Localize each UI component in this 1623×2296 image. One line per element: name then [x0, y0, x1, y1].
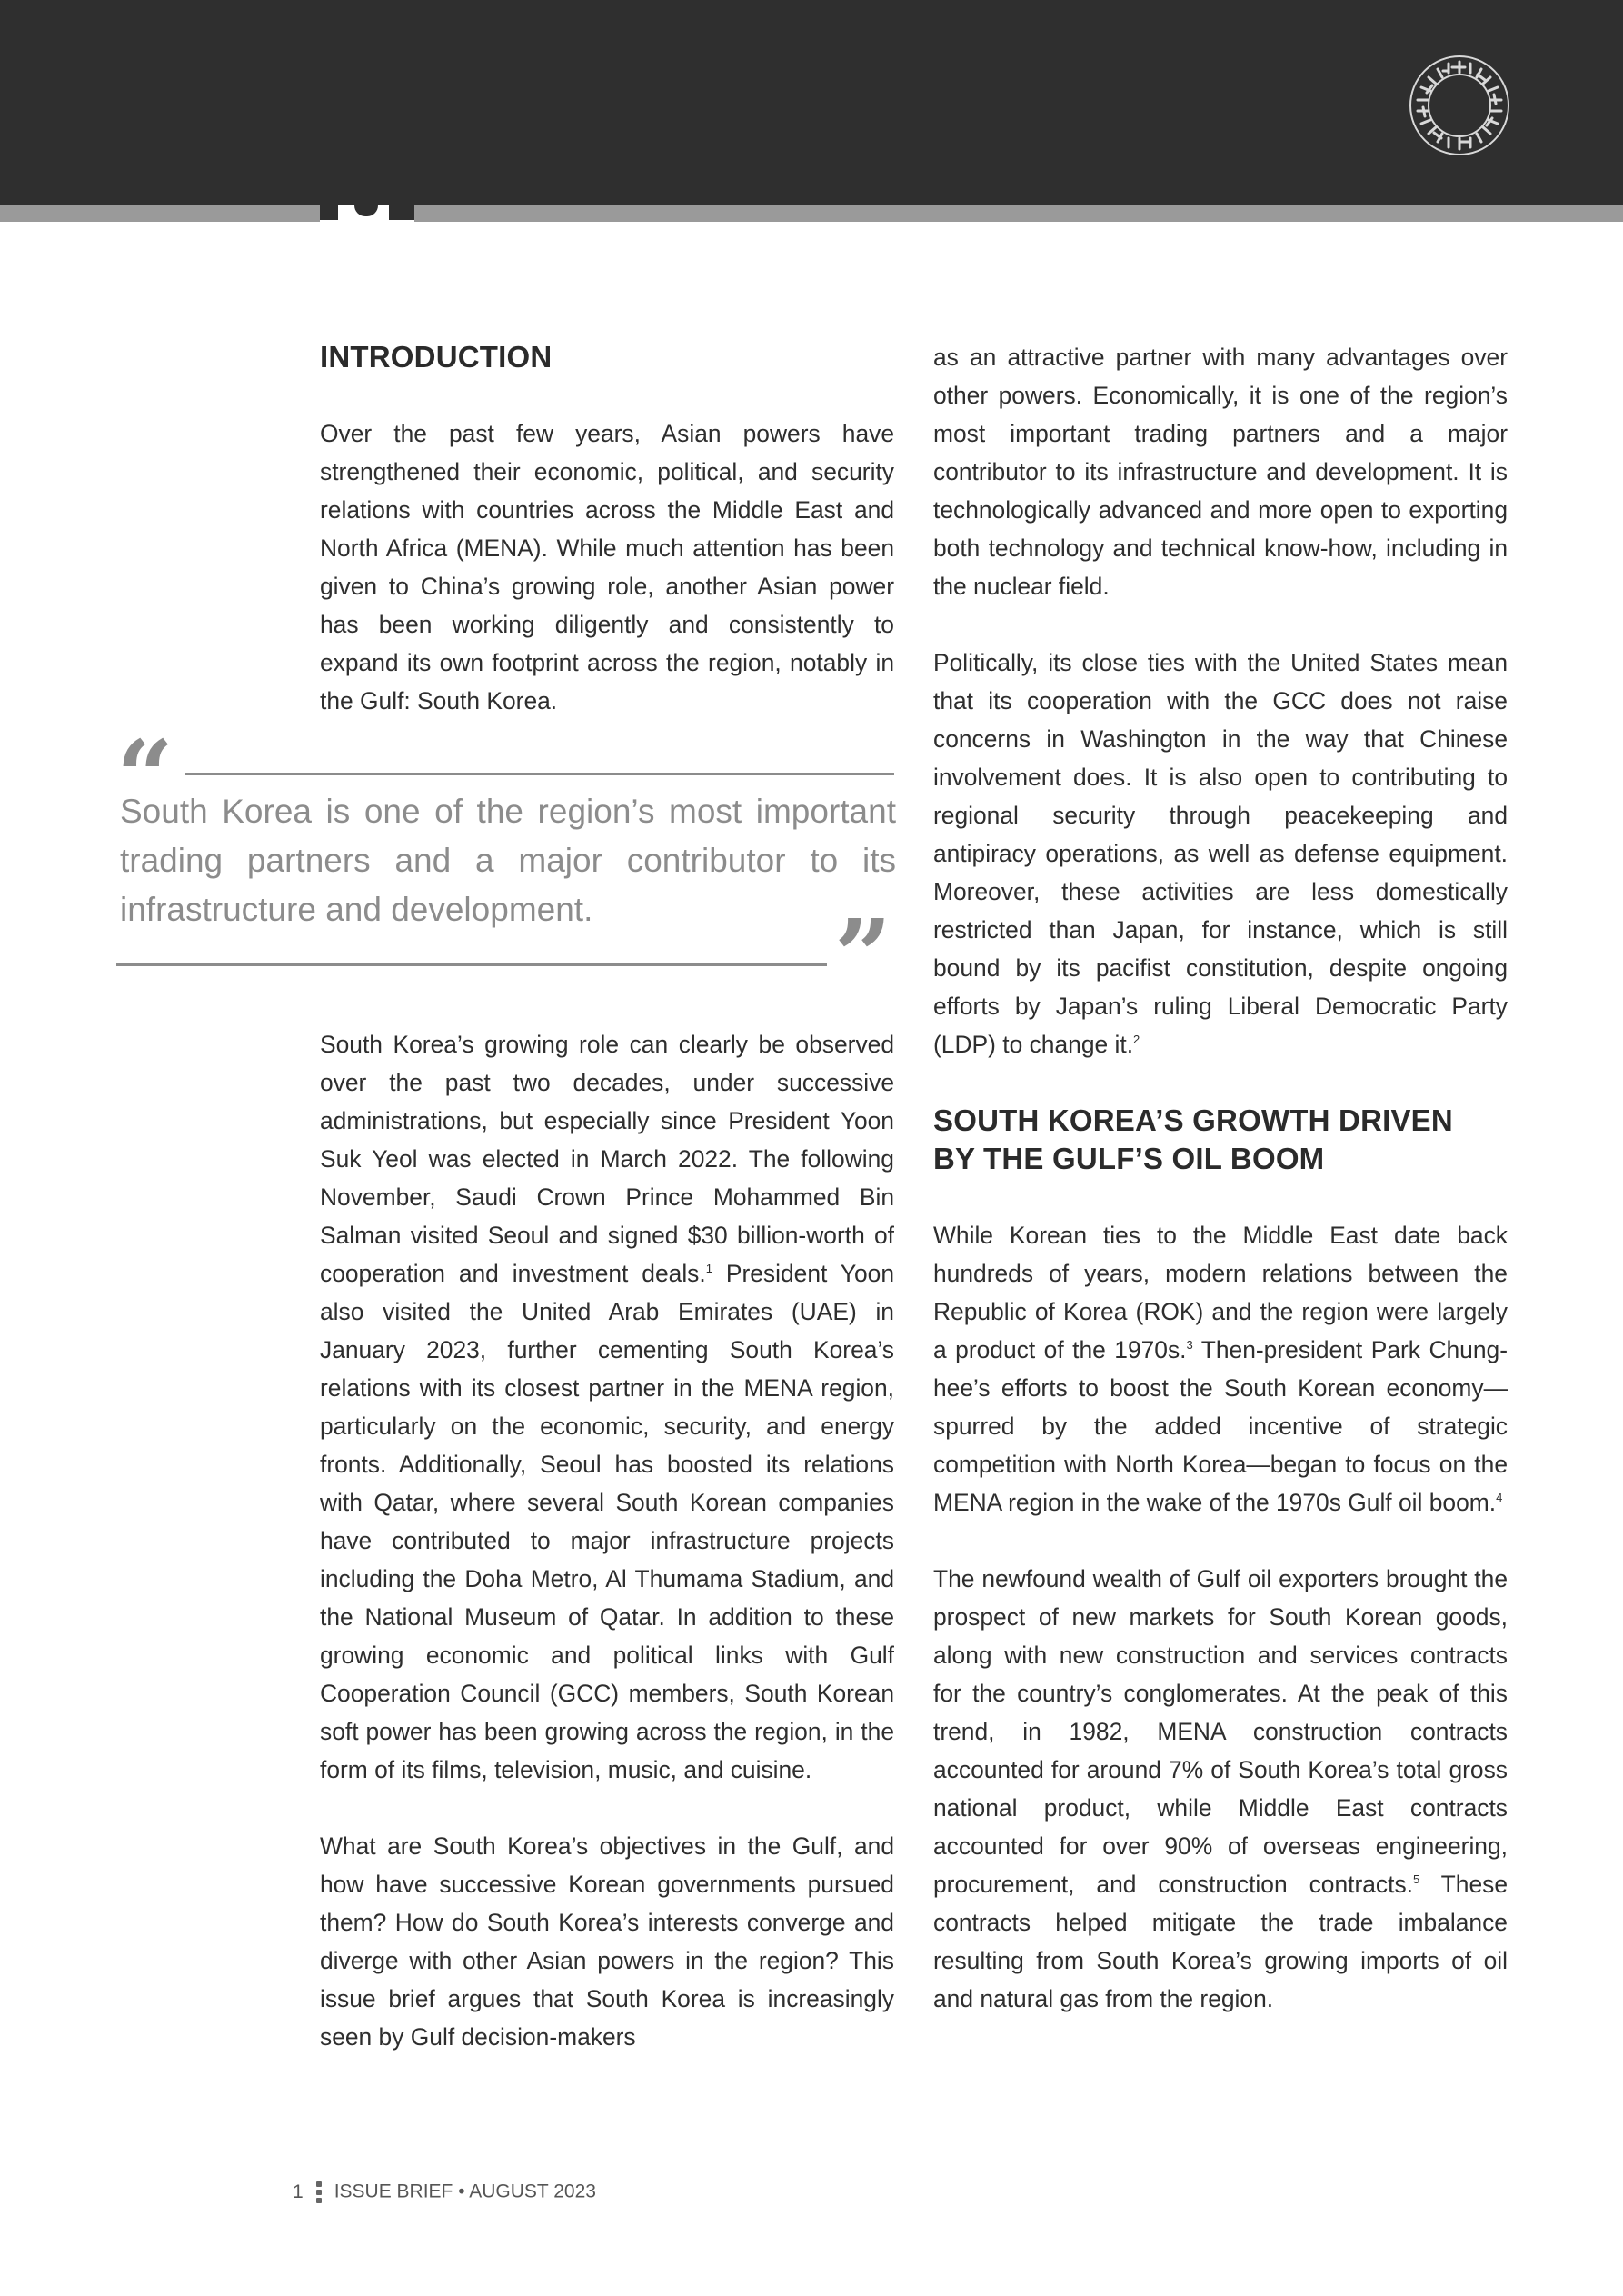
circular-arabic-calligraphy-seal-icon [1407, 53, 1512, 158]
header-tab-mark [320, 205, 338, 220]
footnote-ref[interactable]: 3 [1186, 1338, 1193, 1353]
body-paragraph: Politically, its close ties with the United States mean that its cooperation with the GCC does not raise concerns in Washington in the way that Chinese involvement does. It is also open to contributing to regional security through peacekeeping and antipiracy operations, as well as defense equipment. Moreover, these activities are less domestically restricted than Japan, for instance, which is still bound by its pacifist constitution, despite ongoing efforts by Japan’s ruling Liberal Democratic Party (LDP) to change it.$^2$ [933, 649, 1508, 1058]
pull-quote-text: South Korea is one of the region’s most important trading partners and a major contributor to its infrastructure and development. [120, 793, 896, 928]
footnote-ref[interactable]: 4 [1496, 1491, 1503, 1505]
left-column-body [320, 1025, 894, 2056]
body-paragraph: South Korea’s growing role can clearly be observed over the past two decades, under successive administrations, but especially since President Yoon Suk Yeol was elected in March 2022. The following November, Saudi Crown Prince Mohammed Bin Salman visited Seoul and signed $30 billion-worth of cooperation and investment deals.$^1$ President Yoon also visited the United Arab Emirates (UAE) in January 2023, further cementing South Korea’s relations with its closest partner in the MENA region, particularly on the economic, security, and energy fronts. Additionally, Seoul has boosted its relations with Qatar, where several South Korean companies have contributed to major infrastructure projects including the Doha Metro, Al Thumama Stadium, and the National Museum of Qatar. In addition to these growing economic and political links with Gulf Cooperation Council (GCC) members, South Korean soft power has been growing across the region, in the form of its films, television, music, and cuisine. [320, 1031, 894, 1783]
footnote-ref[interactable]: 2 [1133, 1033, 1140, 1047]
footer-dots-icon [316, 2179, 322, 2206]
header-band [0, 0, 1623, 205]
left-column-intro [320, 338, 894, 720]
intro-paragraph: Over the past few years, Asian powers have strengthened their economic, political, and security relations with countries across the Middle East and North Africa (MENA). While much attention has been given to China’s growing role, another Asian power has been working diligently and consistently to expand its own footprint across the region, notably in the Gulf: South Korea. [320, 420, 894, 714]
right-column [933, 338, 1508, 2018]
section-heading-growth: SOUTH KOREA’S GROWTH DRIVEN BY THE GULF’S OIL BOOM [933, 1103, 1453, 1175]
body-paragraph: The newfound wealth of Gulf oil exporters brought the prospect of new markets for South Korean goods, along with new construction and services contracts for the country’s conglomerates. At the peak of this trend, in 1982, MENA construction contracts accounted for around 7% of South Korea’s total gross national product, while Middle East contracts accounted for over 90% of overseas engineering, procurement, and construction contracts.$^5$ These contracts helped mitigate the trade imbalance resulting from South Korea’s growing imports of oil and natural gas from the region. [933, 1565, 1508, 2012]
page-footer [293, 2179, 596, 2206]
body-paragraph: as an attractive partner with many advantages over other powers. Economically, it is one of the region’s most important trading partners and a major contributor to its infrastructure and development. It is technologically advanced and more open to exporting both technology and technical know-how, including in the nuclear field. [933, 344, 1508, 600]
close-quote-mark: ” [834, 897, 892, 1014]
body-paragraph: While Korean ties to the Middle East date back hundreds of years, modern relations between the Republic of Korea (ROK) and the region were largely a product of the 1970s.$^3$ Then-president Park Chung-hee’s efforts to boost the South Korean economy—spurred by the added incentive of strategic competition with North Korea—began to focus on the MENA region in the wake of the 1970s Gulf oil boom.$^4$ [933, 1222, 1508, 1516]
pull-quote-bottom-rule [116, 963, 827, 966]
body-paragraph: What are South Korea’s objectives in the Gulf, and how have successive Korean governments pursued them? How do South Korea’s interests converge and diverge with other Asian powers in the region? This issue brief argues that South Korea is increasingly seen by Gulf decision-makers [320, 1832, 894, 2051]
header-stripe [0, 205, 1623, 222]
page-number: 1 [293, 2181, 304, 2202]
footnote-ref[interactable]: 5 [1412, 1872, 1420, 1887]
open-quote-mark: “ [116, 718, 174, 835]
footnote-ref[interactable]: 1 [705, 1262, 712, 1276]
pull-quote [116, 718, 896, 1014]
section-heading-introduction: INTRODUCTION [320, 340, 553, 374]
pull-quote-top-rule [185, 773, 894, 775]
footer-label: ISSUE BRIEF • AUGUST 2023 [334, 2181, 596, 2202]
header-tab-mark [389, 205, 414, 220]
